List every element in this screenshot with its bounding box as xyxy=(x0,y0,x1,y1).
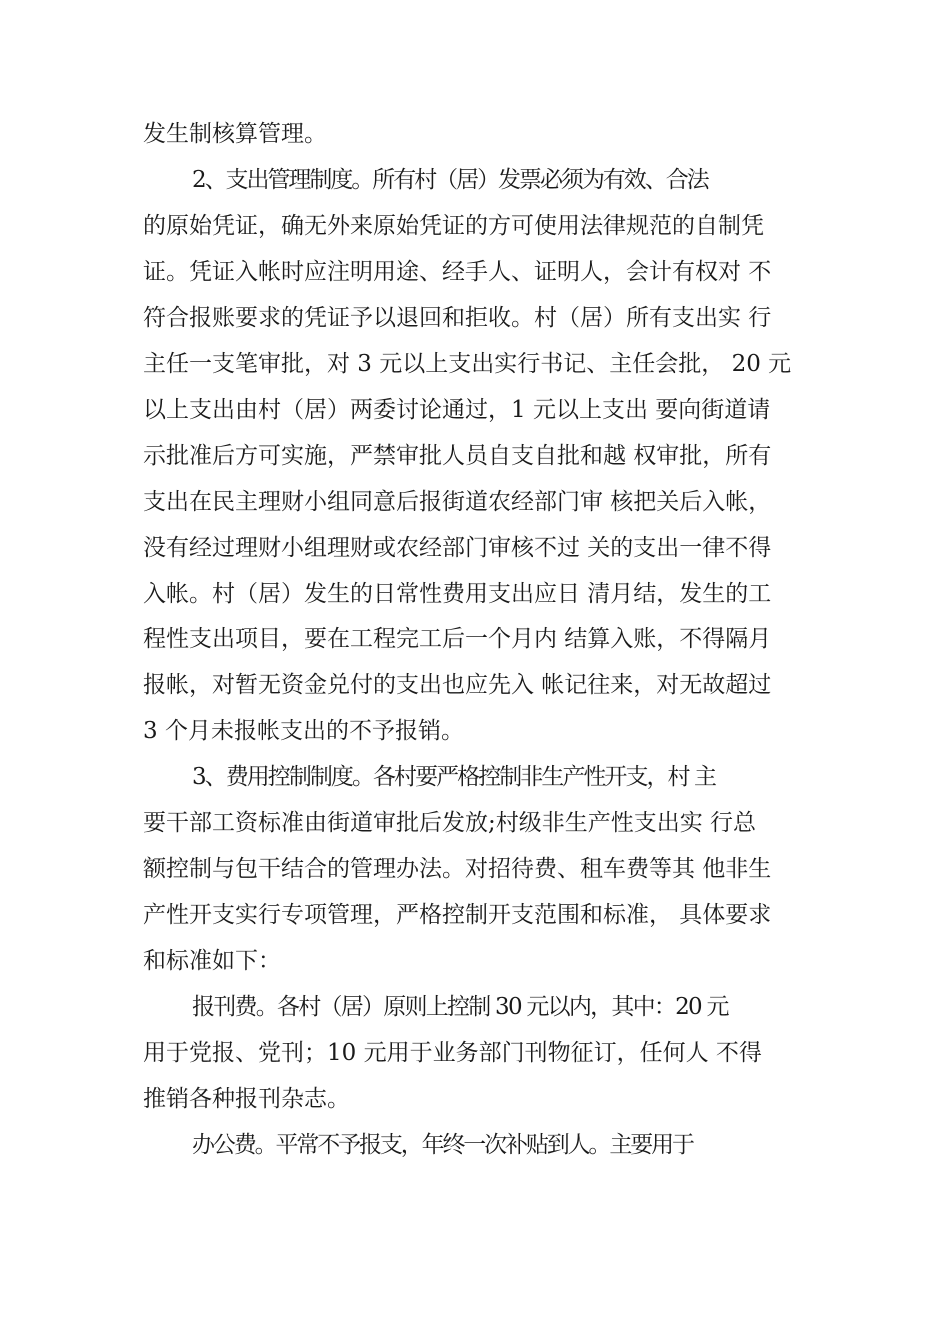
text-line: 主任一支笔审批，对 3 元以上支出实行书记、主任会批， 20 元 xyxy=(143,351,792,377)
text-line: 程性支出项目，要在工程完工后一个月内 结算入账，不得隔月 xyxy=(143,626,772,652)
text-line: 发生制核算管理。 xyxy=(143,121,327,147)
text-line: 3、费用控制制度。各村要严格控制非生产性开支，村 主 xyxy=(192,764,715,790)
text-line: 支出在民主理财小组同意后报街道农经部门审 核把关后入帐， xyxy=(143,489,772,515)
text-line: 产性开支实行专项管理，严格控制开支范围和标准， 具体要求 xyxy=(143,902,772,928)
text-line: 入帐。村（居）发生的日常性费用支出应日 清月结，发生的工 xyxy=(143,581,772,607)
text-line: 示批准后方可实施，严禁审批人员自支自批和越 权审批，所有 xyxy=(143,443,772,469)
text-line: 额控制与包干结合的管理办法。对招待费、租车费等其 他非生 xyxy=(143,856,772,882)
text-line: 没有经过理财小组理财或农经部门审核不过 关的支出一律不得 xyxy=(143,535,772,561)
text-line: 证。凭证入帐时应注明用途、经手人、证明人，会计有权对 不 xyxy=(143,259,772,285)
text-line: 办公费。平常不予报支，年终一次补贴到人。主要用于 xyxy=(192,1132,693,1158)
text-line: 3 个月未报帐支出的不予报销。 xyxy=(143,718,464,744)
text-line: 报帐，对暂无资金兑付的支出也应先入 帐记往来，对无故超过 xyxy=(143,672,772,698)
text-line: 报刊费。各村（居）原则上控制 30 元以内，其中：20 元 xyxy=(192,994,728,1020)
text-line: 和标准如下： xyxy=(143,948,281,974)
text-line: 推销各种报刊杂志。 xyxy=(143,1086,350,1112)
text-line: 的原始凭证，确无外来原始凭证的方可使用法律规范的自制凭 xyxy=(143,213,764,239)
text-line: 要干部工资标准由街道审批后发放;村级非生产性支出实 行总 xyxy=(143,810,757,836)
text-line: 2、支出管理制度。所有村（居）发票必须为有效、合法 xyxy=(192,167,708,193)
text-line: 以上支出由村（居）两委讨论通过，1 元以上支出 要向街道请 xyxy=(143,397,771,423)
text-line: 用于党报、党刊；10 元用于业务部门刊物征订，任何人 不得 xyxy=(143,1040,762,1066)
text-line: 符合报账要求的凭证予以退回和拒收。村（居）所有支出实 行 xyxy=(143,305,772,331)
